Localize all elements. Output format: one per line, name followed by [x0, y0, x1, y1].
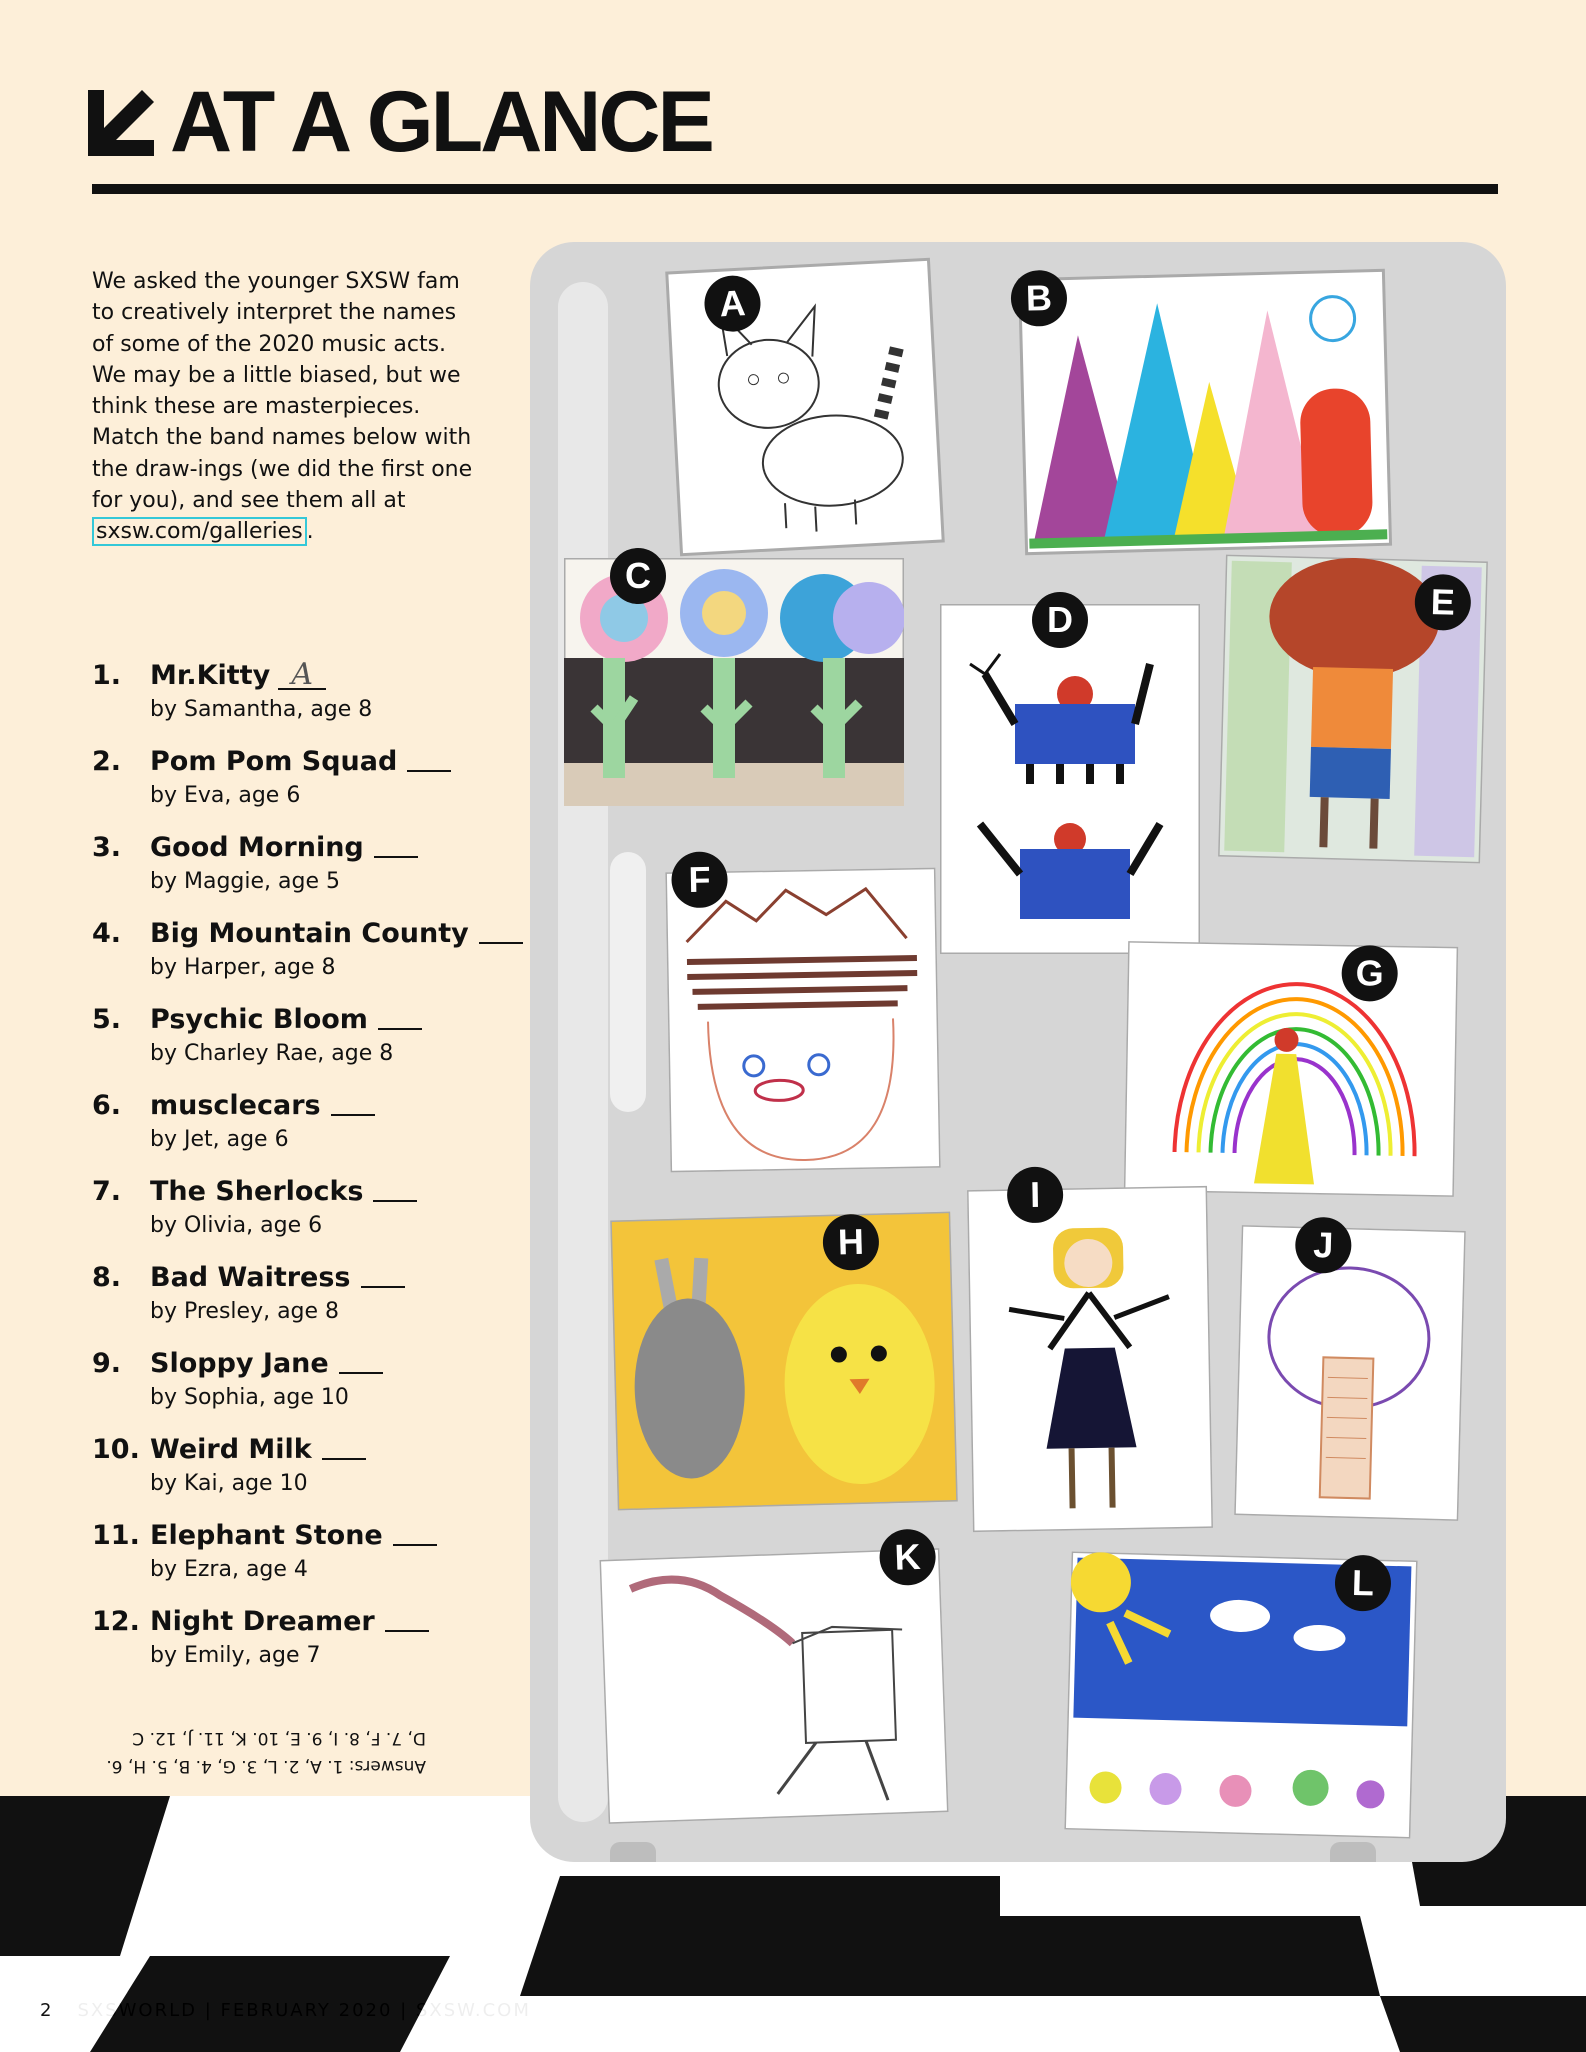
- face-drawing: [665, 868, 940, 1173]
- drawing-b: [1016, 267, 1393, 557]
- band-name: The Sherlocks: [150, 1176, 417, 1207]
- page-number: 2: [40, 2000, 52, 2021]
- list-item: [92, 1348, 532, 1434]
- artist-credit: by Jet, age 6: [150, 1127, 289, 1152]
- answer-blank[interactable]: [322, 1448, 366, 1460]
- drawing-e: [1218, 555, 1488, 864]
- artist-credit: by Sophia, age 10: [150, 1385, 349, 1410]
- drawing-j: [1234, 1225, 1466, 1521]
- artist-credit: by Samantha, age 8: [150, 697, 373, 722]
- bunny-and-chick-drawing: [610, 1212, 957, 1511]
- intro-text: We asked the younger SXSW fam to creatively interpret the names of some of the 2020 music acts. We may be a little biased, but we think these are masterpieces. Match the band names below with the draw-ings (we did the first one for you), and see them all at sxsw.com/galleries .: [92, 269, 473, 545]
- list-item: [92, 1004, 532, 1090]
- artist-credit: by Eva, age 6: [150, 783, 301, 808]
- item-number: 7.: [92, 1176, 122, 1207]
- item-number: 11.: [92, 1520, 140, 1551]
- drawing-letter-badge: H: [822, 1213, 879, 1270]
- item-number: 9.: [92, 1348, 122, 1379]
- galleries-link[interactable]: sxsw.com/galleries: [92, 517, 307, 546]
- answer-blank[interactable]: [479, 932, 523, 944]
- item-number: 12.: [92, 1606, 140, 1637]
- answer-blank[interactable]: [385, 1620, 429, 1632]
- answer-blank[interactable]: [361, 1276, 405, 1288]
- drawing-letter-badge: C: [610, 548, 666, 604]
- rainbow-drawing: [1124, 941, 1458, 1197]
- artist-credit: by Presley, age 8: [150, 1299, 340, 1324]
- answer-blank[interactable]: [339, 1362, 383, 1374]
- band-name: Mr.Kitty A: [150, 660, 326, 691]
- list-item: [92, 1176, 532, 1262]
- band-name: Big Mountain County: [150, 918, 523, 949]
- drawing-letter-badge: B: [1010, 270, 1067, 327]
- item-number: 3.: [92, 832, 122, 863]
- drawing-letter-badge: I: [1007, 1166, 1064, 1223]
- drawing-letter-badge: L: [1334, 1554, 1391, 1611]
- band-name: Bad Waitress: [150, 1262, 405, 1293]
- artist-credit: by Olivia, age 6: [150, 1213, 323, 1238]
- mountains-drawing: [1016, 267, 1393, 557]
- band-name: Pom Pom Squad: [150, 746, 451, 777]
- list-item: [92, 657, 532, 746]
- list-item: [92, 1520, 532, 1606]
- drawing-k: [599, 1535, 948, 1824]
- drawing-letter-badge: G: [1341, 945, 1398, 1002]
- drawing-letter-badge: K: [879, 1528, 937, 1586]
- drawing-a: [663, 255, 948, 559]
- item-number: 2.: [92, 746, 122, 777]
- arrow-down-left-icon: [88, 90, 154, 156]
- answer-blank[interactable]: [378, 1018, 422, 1030]
- artist-credit: by Maggie, age 5: [150, 869, 340, 894]
- artist-credit: by Ezra, age 4: [150, 1557, 308, 1582]
- robots-drawing: [940, 604, 1200, 954]
- band-name: Good Morning: [150, 832, 418, 863]
- drawing-letter-badge: D: [1032, 592, 1088, 648]
- band-name: Psychic Bloom: [150, 1004, 422, 1035]
- title-divider: [92, 184, 1498, 194]
- item-number: 4.: [92, 918, 122, 949]
- drawing-c: [564, 555, 904, 806]
- list-item: [92, 918, 532, 1004]
- drawing-letter-badge: E: [1414, 574, 1471, 631]
- band-name: Elephant Stone: [150, 1520, 437, 1551]
- intro-body: We asked the younger SXSW fam to creatively interpret the names of some of the 2020 music acts. We may be a little biased, but we think these are masterpieces. Match the band names below with the draw-ings (we did the first one for you), and see them all at: [92, 269, 473, 514]
- artist-credit: by Charley Rae, age 8: [150, 1041, 394, 1066]
- drawing-i: [967, 1173, 1213, 1532]
- band-name: Weird Milk: [150, 1434, 366, 1465]
- page-footer: [40, 2000, 531, 2021]
- band-name: Night Dreamer: [150, 1606, 429, 1637]
- band-name: Sloppy Jane: [150, 1348, 383, 1379]
- drawing-letter-badge: A: [703, 274, 762, 333]
- drawing-f: [665, 858, 940, 1173]
- list-item: [92, 1090, 532, 1176]
- elephant-drawing: [599, 1548, 948, 1824]
- drawing-d: [940, 599, 1200, 954]
- fridge-handle: [610, 852, 646, 1112]
- item-number: 6.: [92, 1090, 122, 1121]
- artist-credit: by Emily, age 7: [150, 1643, 321, 1668]
- answer-blank[interactable]: [331, 1104, 375, 1116]
- drawing-h: [610, 1212, 957, 1511]
- list-item: [92, 1262, 532, 1348]
- answer-blank[interactable]: [374, 846, 418, 858]
- tree-drawing: [1234, 1225, 1466, 1521]
- publication-info: SXSWORLD | FEBRUARY 2020 | SXSW.COM: [77, 2000, 531, 2021]
- page-title: AT A GLANCE: [170, 74, 712, 170]
- artist-credit: by Kai, age 10: [150, 1471, 308, 1496]
- band-list: [92, 657, 532, 1692]
- answer-blank[interactable]: [393, 1534, 437, 1546]
- item-number: 10.: [92, 1434, 140, 1465]
- item-number: 8.: [92, 1262, 122, 1293]
- answers-key: Answers: 1. A, 2. L, 3. G, 4. B, 5. H, 6. D, 7. F, 8. I, 9. E, 10. K, 11. J, 12. C: [106, 1728, 426, 1776]
- band-name: musclecars: [150, 1090, 375, 1121]
- item-number: 5.: [92, 1004, 122, 1035]
- list-item: [92, 746, 532, 832]
- item-number: 1.: [92, 660, 122, 691]
- drawing-letter-badge: F: [671, 851, 728, 908]
- drawing-g: [1124, 941, 1458, 1197]
- list-item: [92, 1606, 532, 1692]
- answer-blank[interactable]: [407, 760, 451, 772]
- drawing-letter-badge: J: [1295, 1217, 1352, 1274]
- answer-blank[interactable]: [373, 1190, 417, 1202]
- list-item: [92, 1434, 532, 1520]
- list-item: [92, 832, 532, 918]
- waitress-drawing: [967, 1186, 1213, 1532]
- artist-credit: by Harper, age 8: [150, 955, 336, 980]
- answer-blank[interactable]: A: [278, 662, 326, 690]
- trees-drawing: [564, 558, 904, 806]
- drawing-l: [1064, 1552, 1417, 1839]
